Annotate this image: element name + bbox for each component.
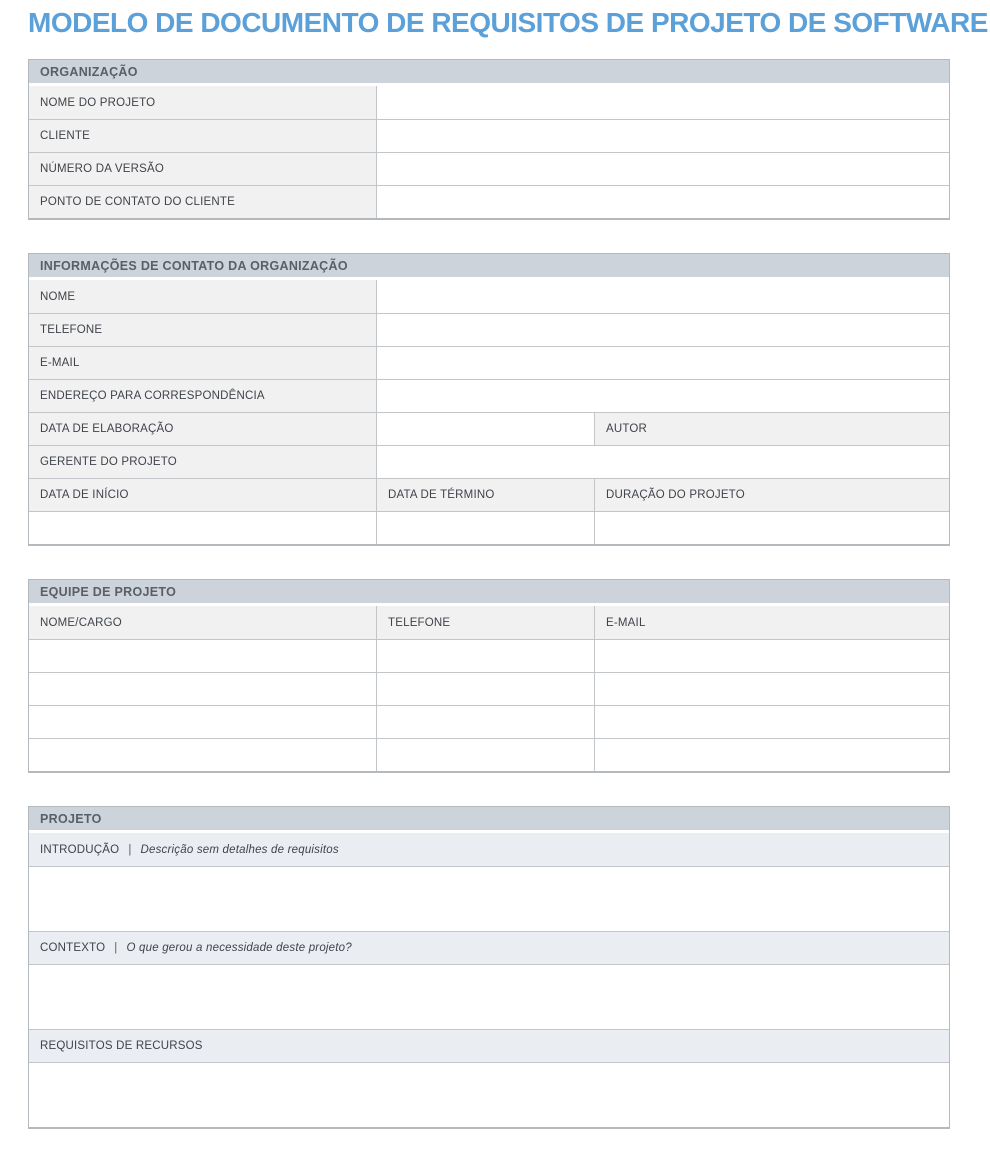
table-row: [29, 705, 949, 738]
input-data-de-elaboracao[interactable]: [377, 413, 595, 445]
label-ponto-de-contato: PONTO DE CONTATO DO CLIENTE: [29, 186, 377, 218]
label-contexto: CONTEXTO: [40, 942, 106, 954]
equipe-cell-nome[interactable]: [29, 739, 377, 771]
table-row: [29, 445, 949, 478]
label-nome-do-projeto: NOME DO PROJETO: [29, 86, 377, 119]
input-telefone[interactable]: [377, 314, 949, 346]
section-equipe-de-projeto: [28, 579, 950, 773]
equipe-cell-email[interactable]: [595, 673, 949, 705]
label-separator: |: [114, 942, 118, 954]
label-data-de-inicio: DATA DE INÍCIO: [29, 479, 377, 511]
equipe-cell-email[interactable]: [595, 739, 949, 771]
input-nome-do-projeto[interactable]: [377, 86, 949, 119]
section-header-contato: INFORMAÇÕES DE CONTATO DA ORGANIZAÇÃO: [29, 254, 949, 280]
projeto-label-requisitos-de-recursos: [29, 1029, 949, 1062]
projeto-label-contexto: [29, 931, 949, 964]
label-gerente-do-projeto: GERENTE DO PROJETO: [29, 446, 377, 478]
input-introducao[interactable]: [29, 866, 949, 931]
label-numero-da-versao: NÚMERO DA VERSÃO: [29, 153, 377, 185]
label-nome: NOME: [29, 280, 377, 313]
label-telefone: TELEFONE: [29, 314, 377, 346]
column-header-nome-cargo: NOME/CARGO: [29, 606, 377, 639]
hint-introducao: Descrição sem detalhes de requisitos: [140, 843, 339, 856]
label-endereco: ENDEREÇO PARA CORRESPONDÊNCIA: [29, 380, 377, 412]
table-row: [29, 346, 949, 379]
label-autor: AUTOR: [595, 413, 949, 445]
equipe-cell-telefone[interactable]: [377, 640, 595, 672]
section-header-organizacao: ORGANIZAÇÃO: [29, 60, 949, 86]
label-email: E-MAIL: [29, 347, 377, 379]
label-separator: |: [128, 843, 132, 856]
table-header-row: [29, 606, 949, 639]
page-title: MODELO DE DOCUMENTO DE REQUISITOS DE PROJETO DE SOFTWARE: [28, 7, 988, 38]
label-data-de-elaboracao: DATA DE ELABORAÇÃO: [29, 413, 377, 445]
equipe-cell-telefone[interactable]: [377, 706, 595, 738]
input-contexto[interactable]: [29, 964, 949, 1029]
section-header-projeto: PROJETO: [29, 807, 949, 833]
input-gerente-do-projeto[interactable]: [377, 446, 949, 478]
equipe-cell-email[interactable]: [595, 706, 949, 738]
input-ponto-de-contato[interactable]: [377, 186, 949, 218]
label-introducao: INTRODUÇÃO: [40, 843, 120, 856]
table-row: [29, 280, 949, 313]
input-data-de-termino[interactable]: [377, 512, 595, 544]
table-row: [29, 119, 949, 152]
section-header-equipe: EQUIPE DE PROJETO: [29, 580, 949, 606]
input-cliente[interactable]: [377, 120, 949, 152]
table-row: [29, 86, 949, 119]
equipe-cell-email[interactable]: [595, 640, 949, 672]
input-endereco[interactable]: [377, 380, 949, 412]
equipe-cell-nome[interactable]: [29, 640, 377, 672]
section-projeto: [28, 806, 950, 1129]
table-row: [29, 152, 949, 185]
table-row: [29, 672, 949, 705]
equipe-cell-nome[interactable]: [29, 706, 377, 738]
column-header-email: E-MAIL: [595, 606, 949, 639]
table-row: [29, 313, 949, 346]
table-row: [29, 412, 949, 445]
table-row: [29, 639, 949, 672]
table-row: [29, 738, 949, 771]
equipe-cell-telefone[interactable]: [377, 739, 595, 771]
table-row: [29, 478, 949, 511]
input-numero-da-versao[interactable]: [377, 153, 949, 185]
section-organizacao: [28, 59, 950, 220]
table-row: [29, 511, 949, 544]
input-email[interactable]: [377, 347, 949, 379]
table-row: [29, 185, 949, 218]
label-cliente: CLIENTE: [29, 120, 377, 152]
label-data-de-termino: DATA DE TÉRMINO: [377, 479, 595, 511]
hint-contexto: O que gerou a necessidade deste projeto?: [126, 942, 352, 954]
label-duracao-do-projeto: DURAÇÃO DO PROJETO: [595, 479, 949, 511]
table-row: [29, 379, 949, 412]
input-nome[interactable]: [377, 280, 949, 313]
input-requisitos-de-recursos[interactable]: [29, 1062, 949, 1127]
projeto-label-introducao: [29, 833, 949, 866]
input-data-de-inicio[interactable]: [29, 512, 377, 544]
section-contato-organizacao: [28, 253, 950, 546]
equipe-cell-nome[interactable]: [29, 673, 377, 705]
label-requisitos-de-recursos: REQUISITOS DE RECURSOS: [40, 1040, 203, 1052]
input-duracao-do-projeto[interactable]: [595, 512, 949, 544]
equipe-cell-telefone[interactable]: [377, 673, 595, 705]
column-header-telefone: TELEFONE: [377, 606, 595, 639]
